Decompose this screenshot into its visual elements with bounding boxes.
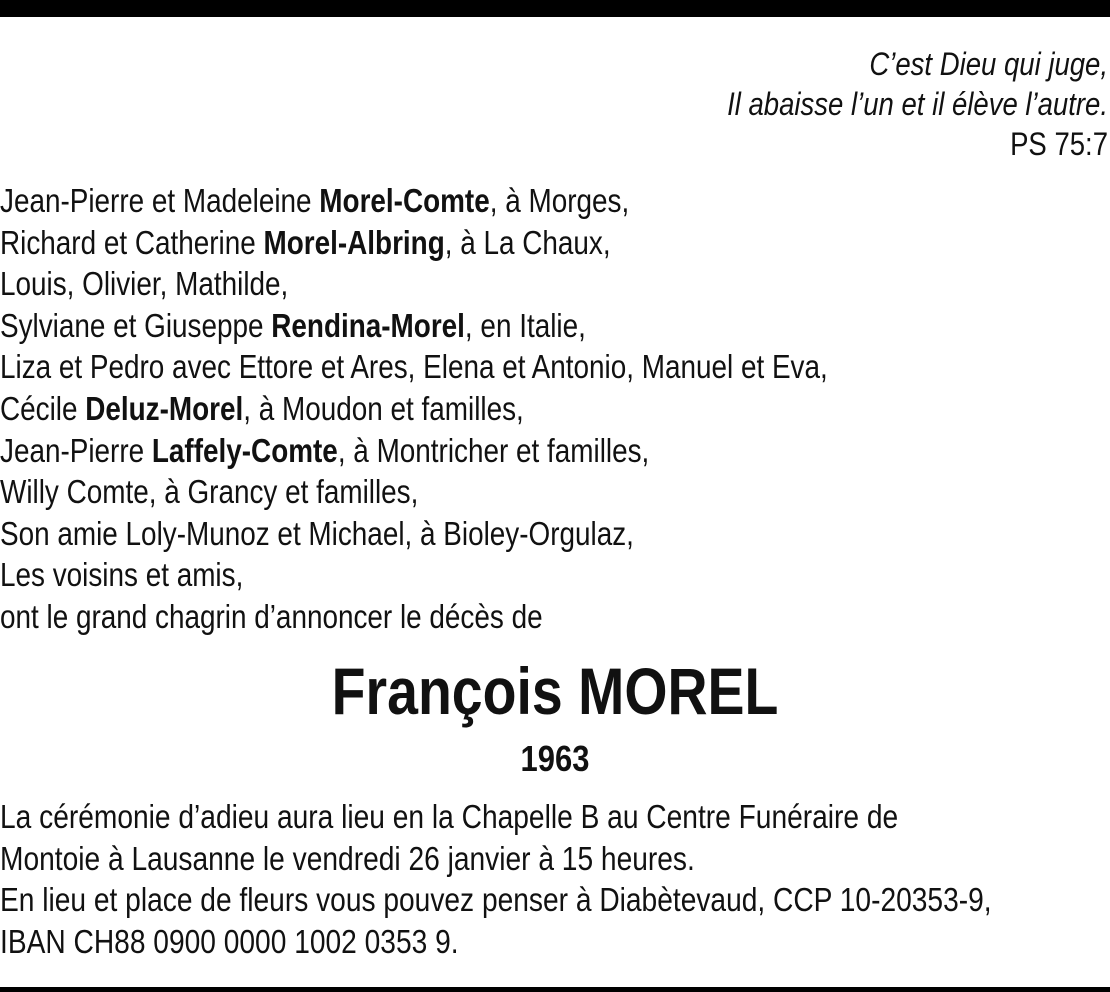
family-surname: Laffely-Comte bbox=[151, 431, 338, 469]
family-line: Liza et Pedro avec Ettore et Ares, Elena et Antonio, Manuel et Eva, bbox=[0, 348, 828, 386]
family-line: Richard et Catherine Morel-Albring, à La Chaux, bbox=[0, 223, 611, 261]
family-surname: Rendina-Morel bbox=[271, 306, 465, 344]
bottom-rule bbox=[0, 987, 1110, 992]
family-surname: Morel-Albring bbox=[263, 223, 445, 261]
verse-line-2: Il abaisse l’un et il élève l’autre. bbox=[727, 86, 1108, 122]
ceremony-details bbox=[0, 796, 1109, 962]
verse-line-1: C’est Dieu qui juge, bbox=[869, 46, 1108, 82]
family-list bbox=[0, 180, 1099, 638]
donation-line-2: IBAN CH88 0900 0000 1002 0353 9. bbox=[0, 922, 459, 960]
family-line: Jean-Pierre et Madeleine Morel-Comte, à Morges, bbox=[0, 182, 630, 219]
family-line: Les voisins et amis, bbox=[0, 556, 244, 594]
top-rule bbox=[0, 0, 1110, 17]
family-surname: Deluz-Morel bbox=[85, 389, 244, 427]
family-line: Jean-Pierre Laffely-Comte, à Montricher et familles, bbox=[0, 431, 650, 469]
family-line: Willy Comte, à Grancy et familles, bbox=[0, 473, 419, 511]
family-line: Sylviane et Giuseppe Rendina-Morel, en Italie, bbox=[0, 306, 586, 344]
donation-line-1: En lieu et place de fleurs vous pouvez penser à Diabètevaud, CCP 10-20353-9, bbox=[0, 881, 992, 918]
birth-year: 1963 bbox=[520, 738, 590, 779]
ceremony-line-2: Montoie à Lausanne le vendredi 26 janvier à 15 heures. bbox=[0, 839, 695, 877]
deceased-name: François MOREL bbox=[331, 654, 779, 728]
verse-reference: PS 75:7 bbox=[1010, 126, 1108, 162]
announcement-line: ont le grand chagrin d’annoncer le décès de bbox=[0, 597, 543, 635]
family-line: Louis, Olivier, Mathilde, bbox=[0, 265, 289, 303]
family-line: Son amie Loly-Munoz et Michael, à Bioley-Orgulaz, bbox=[0, 514, 634, 552]
bible-verse bbox=[334, 44, 1108, 164]
ceremony-line-1: La cérémonie d’adieu aura lieu en la Chapelle B au Centre Funéraire de bbox=[0, 798, 899, 835]
family-line: Cécile Deluz-Morel, à Moudon et familles, bbox=[0, 389, 524, 427]
family-surname: Morel-Comte bbox=[319, 182, 490, 219]
